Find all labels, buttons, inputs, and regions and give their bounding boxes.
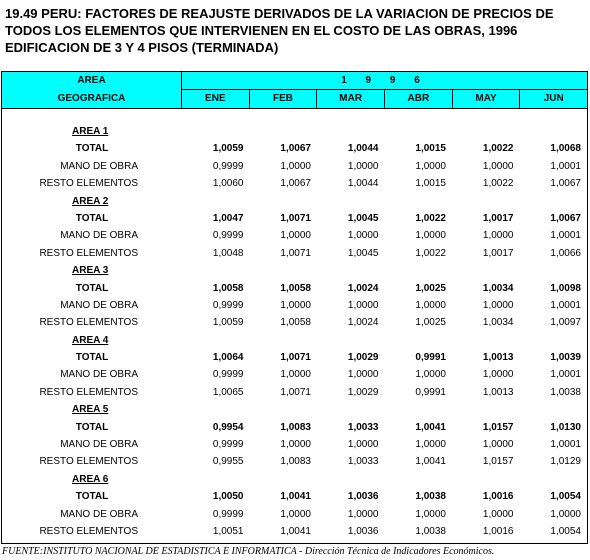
table-cell: 1,0022 (482, 178, 514, 190)
table-row (2, 488, 587, 505)
month-header-ene: ENE (205, 93, 226, 104)
area-name: AREA 6 (72, 473, 109, 485)
row-values (182, 366, 587, 383)
table-cell: 1,0015 (415, 178, 446, 190)
table-cell: 1,0000 (415, 299, 446, 311)
row-label: RESTO ELEMENTOS (39, 317, 138, 329)
table-row (2, 210, 587, 227)
row-values (182, 419, 587, 436)
table-cell: 1,0067 (280, 178, 311, 190)
table-cell: 1,0071 (280, 386, 311, 398)
row-values (182, 175, 587, 192)
table-cell: 1,0033 (347, 456, 379, 468)
table-cell: 1,0041 (415, 421, 446, 433)
table-cell: 1,0022 (415, 212, 446, 224)
table-cell: 1,0059 (212, 143, 244, 155)
row-values (182, 506, 587, 523)
row-values (182, 210, 587, 227)
row-values (182, 297, 587, 314)
table-cell: 1,0041 (280, 491, 311, 503)
table-cell: 1,0025 (415, 317, 446, 329)
row-label: MANO DE OBRA (60, 160, 138, 172)
area-name: AREA 4 (72, 334, 109, 346)
row-values (182, 436, 587, 453)
row-label: RESTO ELEMENTOS (39, 525, 138, 537)
table-cell: 1,0013 (482, 352, 514, 364)
table-cell: 1,0000 (482, 160, 514, 172)
table-cell: 1,0038 (550, 386, 581, 398)
year-header: 1 9 9 6 (182, 72, 587, 90)
table-cell: 1,0036 (347, 525, 379, 537)
table-cell: 1,0001 (550, 299, 581, 311)
table-cell: 1,0017 (482, 247, 514, 259)
table-cell: 0,9999 (212, 160, 244, 172)
table-row (2, 314, 587, 331)
table-row (2, 175, 587, 192)
month-header-abr: ABR (384, 90, 452, 108)
table-cell: 1,0000 (347, 230, 379, 242)
table-cell: 1,0058 (280, 317, 311, 329)
table-cell: 1,0068 (550, 143, 581, 155)
table-cell: 0,9999 (212, 439, 244, 451)
table-cell: 1,0041 (415, 456, 446, 468)
table-cell: 1,0000 (347, 299, 379, 311)
table-cell: 1,0000 (280, 160, 311, 172)
table-cell: 1,0000 (347, 439, 379, 451)
table-row (2, 384, 587, 401)
table-cell: 1,0013 (482, 386, 514, 398)
table-cell: 1,0000 (482, 508, 514, 520)
table-row (2, 366, 587, 383)
month-headers (182, 90, 587, 108)
row-values (182, 280, 587, 297)
area-header-line-1: AREA (77, 75, 106, 86)
table-cell: 1,0000 (347, 508, 379, 520)
table-cell: 1,0044 (347, 143, 379, 155)
area-name: AREA 2 (72, 195, 109, 207)
title-line-1: 19.49 PERU: FACTORES DE REAJUSTE DERIVADOS DE LA VARIACION DE PRECIOS DE (5, 6, 554, 21)
table-row (2, 158, 587, 175)
row-label: TOTAL (75, 352, 109, 364)
month-header-mar: MAR (316, 90, 384, 108)
table-cell: 1,0000 (415, 439, 446, 451)
table-cell: 0,9991 (415, 352, 446, 364)
table-cell: 1,0000 (482, 369, 514, 381)
table-cell: 1,0047 (212, 212, 244, 224)
table-cell: 1,0157 (482, 421, 514, 433)
table-cell: 1,0000 (280, 369, 311, 381)
source-note: FUENTE:INSTITUTO NACIONAL DE ESTADISTICA E INFORMATICA - Dirección Técnica de Indicadores Económicos. (2, 546, 495, 557)
row-values (182, 158, 587, 175)
table-cell: 1,0000 (415, 508, 446, 520)
table-cell: 1,0000 (280, 439, 311, 451)
table-cell: 1,0036 (347, 491, 379, 503)
table-cell: 1,0022 (415, 247, 446, 259)
data-table (1, 71, 588, 544)
table-cell: 1,0024 (347, 317, 379, 329)
table-cell: 1,0067 (550, 178, 581, 190)
table-cell: 1,0034 (482, 282, 514, 294)
table-cell: 0,9954 (212, 421, 244, 433)
table-cell: 0,9999 (212, 299, 244, 311)
row-values (182, 349, 587, 366)
table-cell: 1,0000 (482, 439, 514, 451)
table-cell: 1,0054 (550, 491, 581, 503)
row-label: RESTO ELEMENTOS (39, 178, 138, 190)
table-row (2, 523, 587, 540)
table-cell: 1,0000 (550, 508, 581, 520)
table-cell: 1,0071 (280, 352, 311, 364)
header-divider (2, 108, 587, 109)
table-cell: 1,0098 (550, 282, 581, 294)
table-cell: 1,0038 (415, 525, 446, 537)
table-cell: 1,0001 (550, 439, 581, 451)
table-cell: 0,9991 (415, 386, 446, 398)
table-cell: 1,0034 (482, 317, 514, 329)
table-cell: 1,0038 (415, 491, 446, 503)
table-cell: 1,0000 (347, 369, 379, 381)
table-cell: 1,0071 (280, 247, 311, 259)
table-row (2, 245, 587, 262)
table-cell: 1,0024 (347, 282, 379, 294)
area-heading (2, 401, 587, 418)
table-cell: 1,0050 (212, 491, 244, 503)
row-label: TOTAL (75, 212, 109, 224)
row-values (182, 140, 587, 157)
table-cell: 1,0129 (550, 456, 581, 468)
table-cell: 1,0033 (347, 421, 379, 433)
table-cell: 1,0039 (550, 352, 581, 364)
month-header-feb: FEB (249, 90, 317, 108)
area-name: AREA 3 (72, 265, 109, 277)
table-cell: 1,0000 (280, 299, 311, 311)
month-header-jun: JUN (519, 90, 587, 108)
row-label: MANO DE OBRA (60, 299, 138, 311)
table-row (2, 436, 587, 453)
table-cell: 1,0016 (482, 525, 514, 537)
table-cell: 1,0015 (415, 143, 446, 155)
row-values (182, 314, 587, 331)
row-label: MANO DE OBRA (60, 508, 138, 520)
row-label: RESTO ELEMENTOS (39, 386, 138, 398)
table-cell: 0,9999 (212, 230, 244, 242)
table-cell: 1,0083 (280, 456, 311, 468)
table-cell: 1,0041 (280, 525, 311, 537)
table-cell: 1,0067 (550, 212, 581, 224)
table-cell: 1,0000 (482, 230, 514, 242)
table-row (2, 349, 587, 366)
area-name: AREA 5 (72, 404, 109, 416)
table-cell: 1,0051 (212, 525, 244, 537)
table-cell: 0,9999 (212, 369, 244, 381)
table-cell: 1,0000 (415, 230, 446, 242)
area-heading (2, 262, 587, 279)
table-cell: 1,0017 (482, 212, 514, 224)
table-cell: 1,0000 (280, 230, 311, 242)
table-cell: 1,0067 (280, 143, 311, 155)
row-values (182, 453, 587, 470)
table-cell: 1,0130 (550, 421, 581, 433)
table-cell: 1,0071 (280, 212, 311, 224)
table-cell: 1,0157 (482, 456, 514, 468)
table-cell: 1,0058 (280, 282, 311, 294)
row-label: TOTAL (75, 491, 109, 503)
area-heading (2, 471, 587, 488)
table-row (2, 280, 587, 297)
table-cell: 1,0060 (212, 178, 244, 190)
table-cell: 1,0058 (212, 282, 244, 294)
table-cell: 1,0045 (347, 212, 379, 224)
table-cell: 1,0001 (550, 230, 581, 242)
table-cell: 1,0001 (550, 369, 581, 381)
table-cell: 1,0022 (482, 143, 514, 155)
row-values (182, 488, 587, 505)
area-heading (2, 123, 587, 140)
table-cell: 1,0000 (415, 160, 446, 172)
table-cell: 1,0000 (415, 369, 446, 381)
table-body (2, 123, 587, 540)
table-cell: 1,0000 (280, 508, 311, 520)
area-heading (2, 193, 587, 210)
table-cell: 1,0029 (347, 386, 379, 398)
row-values (182, 523, 587, 540)
table-row (2, 506, 587, 523)
table-row (2, 297, 587, 314)
table-row (2, 453, 587, 470)
table-row (2, 140, 587, 157)
title-line-3: EDIFICACION DE 3 Y 4 PISOS (TERMINADA) (5, 40, 279, 55)
table-cell: 1,0059 (212, 317, 244, 329)
table-cell: 1,0000 (482, 299, 514, 311)
row-label: TOTAL (75, 143, 109, 155)
table-cell: 1,0064 (212, 352, 244, 364)
month-header-may: MAY (452, 90, 520, 108)
title-line-2: TODOS LOS ELEMENTOS QUE INTERVIENEN EN EL COSTO DE LAS OBRAS, 1996 (5, 23, 518, 38)
row-label: TOTAL (75, 282, 109, 294)
row-label: RESTO ELEMENTOS (39, 456, 138, 468)
table-cell: 1,0001 (550, 160, 581, 172)
table-cell: 1,0044 (347, 178, 379, 190)
row-label: MANO DE OBRA (60, 230, 138, 242)
row-label: RESTO ELEMENTOS (39, 247, 138, 259)
row-values (182, 245, 587, 262)
table-cell: 1,0016 (482, 491, 514, 503)
area-header (2, 72, 182, 108)
table-header (2, 72, 587, 108)
table-cell: 1,0000 (347, 160, 379, 172)
table-cell: 0,9999 (212, 508, 244, 520)
table-cell: 1,0066 (550, 247, 581, 259)
area-name: AREA 1 (72, 126, 109, 137)
table-cell: 1,0029 (347, 352, 379, 364)
area-header-line-2: GEOGRAFICA (57, 93, 126, 104)
table-cell: 1,0065 (212, 386, 244, 398)
table-row (2, 227, 587, 244)
row-label: TOTAL (75, 421, 109, 433)
row-values (182, 227, 587, 244)
row-label: MANO DE OBRA (60, 439, 138, 451)
table-cell: 1,0048 (212, 247, 244, 259)
table-cell: 1,0054 (550, 525, 581, 537)
table-row (2, 419, 587, 436)
row-values (182, 384, 587, 401)
row-label: MANO DE OBRA (60, 369, 138, 381)
table-cell: 1,0097 (550, 317, 581, 329)
table-cell: 0,9955 (212, 456, 244, 468)
table-cell: 1,0083 (280, 421, 311, 433)
area-heading (2, 332, 587, 349)
table-cell: 1,0025 (415, 282, 446, 294)
page-title (5, 5, 585, 56)
table-cell: 1,0045 (347, 247, 379, 259)
